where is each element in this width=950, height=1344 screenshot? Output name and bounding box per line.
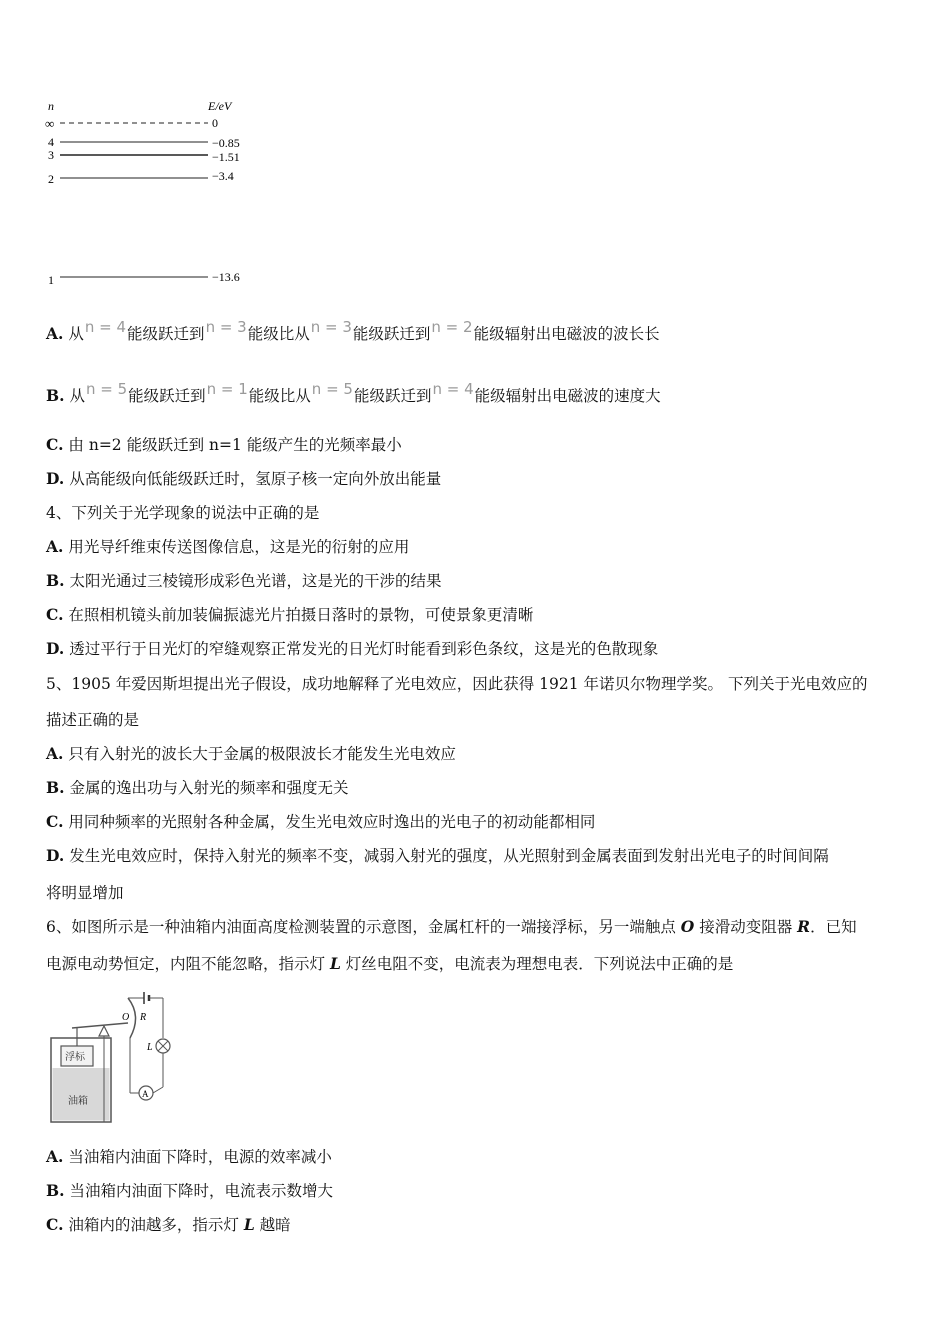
level-e-3: −1.51 bbox=[212, 150, 240, 164]
q6-option-a bbox=[46, 1146, 332, 1168]
q5-stem-line1: 5、1905 年爱因斯坦提出光子假设，成功地解释了光电效应，因此获得 1921 年诺贝尔物理学奖。 下列关于光电效应的 bbox=[46, 675, 868, 693]
q3-option-d bbox=[46, 468, 441, 490]
q6-option-b bbox=[46, 1180, 333, 1202]
level-n-3: 3 bbox=[48, 148, 54, 162]
level-n-4: 4 bbox=[48, 135, 54, 149]
text: 灯丝电阻不变，电流表为理想电表．下列说法中正确的是 bbox=[340, 955, 734, 973]
text: 从 bbox=[69, 387, 85, 405]
q3-option-b bbox=[46, 380, 661, 407]
q5-stem-line2: 描述正确的是 bbox=[46, 711, 140, 729]
q5-option-c bbox=[46, 811, 595, 833]
text: 能级跃迁到 bbox=[127, 325, 205, 343]
lamp-l-label: L bbox=[147, 1042, 153, 1053]
axis-e-label: E/eV bbox=[208, 99, 232, 113]
text: 能级比从 bbox=[247, 325, 310, 343]
q6-stem-line1 bbox=[46, 916, 857, 938]
option-text: 从高能级向低能级跃迁时，氢原子核一定向外放出能量 bbox=[69, 470, 442, 488]
q5-option-b bbox=[46, 777, 348, 799]
q5-option-a bbox=[46, 743, 456, 765]
level-n-inf: ∞ bbox=[45, 116, 55, 131]
option-letter: D. bbox=[46, 639, 65, 658]
math-expression: n = 1 bbox=[206, 380, 248, 398]
option-letter: A. bbox=[46, 744, 64, 763]
math-expression: n = 4 bbox=[432, 380, 474, 398]
symbol-r: R bbox=[797, 917, 811, 936]
option-text: 在照相机镜头前加装偏振滤光片拍摄日落时的景物，可使景象更清晰 bbox=[68, 606, 534, 624]
math-expression: n = 2 bbox=[431, 318, 473, 336]
contact-o-label: O bbox=[122, 1012, 130, 1023]
symbol-o: O bbox=[680, 917, 695, 936]
option-letter: C. bbox=[46, 605, 64, 624]
option-text: 当油箱内油面下降时，电源的效率减小 bbox=[68, 1148, 332, 1166]
option-text: 只有入射光的波长大于金属的极限波长才能发生光电效应 bbox=[68, 745, 456, 763]
text: 能级跃迁到 bbox=[353, 387, 432, 405]
option-letter: B. bbox=[46, 571, 65, 590]
math-expression: n = 5 bbox=[311, 380, 353, 398]
q5-option-d bbox=[46, 845, 829, 867]
option-text: 当油箱内油面下降时，电流表示数增大 bbox=[69, 1182, 333, 1200]
math-expression: n = 4 bbox=[84, 318, 127, 336]
math-expression: n = 3 bbox=[205, 318, 247, 336]
option-letter: B. bbox=[46, 1181, 65, 1200]
tank-label: 油箱 bbox=[68, 1096, 88, 1107]
option-letter: C. bbox=[46, 435, 64, 454]
q4-option-b bbox=[46, 570, 441, 592]
option-letter: A. bbox=[46, 324, 64, 343]
text: 能级比从 bbox=[248, 387, 311, 405]
level-n-1: 1 bbox=[48, 273, 54, 287]
option-letter: B. bbox=[46, 386, 65, 405]
text: ．已知 bbox=[810, 918, 857, 936]
option-letter: A. bbox=[46, 537, 64, 556]
float-label: 浮标 bbox=[65, 1052, 85, 1063]
option-text: 由 n=2 能级跃迁到 n=1 能级产生的光频率最小 bbox=[68, 436, 402, 454]
q4-stem: 4、下列关于光学现象的说法中正确的是 bbox=[46, 504, 320, 522]
text: 能级辐射出电磁波的波长长 bbox=[473, 325, 660, 343]
level-e-2: −3.4 bbox=[212, 169, 234, 183]
ammeter-a-label: A bbox=[142, 1089, 149, 1099]
text: 6、如图所示是一种油箱内油面高度检测装置的示意图，金属杠杆的一端接浮标，另一端触点 bbox=[46, 918, 681, 936]
level-e-4: −0.85 bbox=[212, 136, 240, 150]
lever bbox=[72, 1023, 128, 1028]
math-expression: n = 3 bbox=[310, 318, 352, 336]
text: 能级跃迁到 bbox=[128, 387, 206, 405]
option-text: 越暗 bbox=[254, 1216, 291, 1234]
q3-option-c bbox=[46, 434, 402, 456]
q6-stem-line2 bbox=[46, 953, 733, 975]
option-text: 发生光电效应时，保持入射光的频率不变，减弱入射光的强度，从光照射到金属表面到发射出光电子的时间间隔 bbox=[69, 847, 829, 865]
text: 电源电动势恒定，内阻不能忽略，指示灯 bbox=[46, 955, 330, 973]
q6-option-c bbox=[46, 1214, 291, 1236]
text: 接滑动变阻器 bbox=[694, 918, 798, 936]
level-e-1: −13.6 bbox=[212, 270, 240, 284]
pivot bbox=[99, 1026, 109, 1036]
text: 能级辐射出电磁波的速度大 bbox=[474, 387, 661, 405]
q5-option-d-continued: 将明显增加 bbox=[46, 884, 124, 902]
q3-option-a bbox=[46, 318, 660, 345]
level-e-inf: 0 bbox=[212, 116, 218, 130]
option-text: 油箱内的油越多，指示灯 bbox=[68, 1216, 244, 1234]
option-letter: C. bbox=[46, 812, 64, 831]
option-letter: D. bbox=[46, 469, 65, 488]
q4-option-c bbox=[46, 604, 533, 626]
axis-n-label: n bbox=[48, 99, 54, 113]
text: 从 bbox=[68, 325, 84, 343]
option-text: 金属的逸出功与入射光的频率和强度无关 bbox=[69, 779, 349, 797]
oil-fill bbox=[53, 1068, 110, 1121]
energy-level-diagram bbox=[40, 96, 260, 292]
option-text: 太阳光通过三棱镜形成彩色光谱，这是光的干涉的结果 bbox=[69, 572, 442, 590]
symbol-l: L bbox=[329, 954, 341, 973]
level-n-2: 2 bbox=[48, 172, 54, 186]
option-text: 用同种频率的光照射各种金属，发生光电效应时逸出的光电子的初动能都相同 bbox=[68, 813, 596, 831]
wire-bottom-right bbox=[153, 1087, 163, 1093]
option-letter: A. bbox=[46, 1147, 64, 1166]
q4-option-d bbox=[46, 638, 658, 660]
symbol-l: L bbox=[243, 1215, 255, 1234]
rheostat-r-label: R bbox=[140, 1012, 147, 1023]
option-text: 透过平行于日光灯的窄缝观察正常发光的日光灯时能看到彩色条纹，这是光的色散现象 bbox=[69, 640, 659, 658]
math-expression: n = 5 bbox=[85, 380, 128, 398]
text: 能级跃迁到 bbox=[352, 325, 431, 343]
option-letter: C. bbox=[46, 1215, 64, 1234]
option-text: 用光导纤维束传送图像信息，这是光的衍射的应用 bbox=[68, 538, 410, 556]
oil-tank-circuit-figure bbox=[46, 990, 186, 1126]
q4-option-a bbox=[46, 536, 409, 558]
option-letter: B. bbox=[46, 778, 65, 797]
option-letter: D. bbox=[46, 846, 65, 865]
